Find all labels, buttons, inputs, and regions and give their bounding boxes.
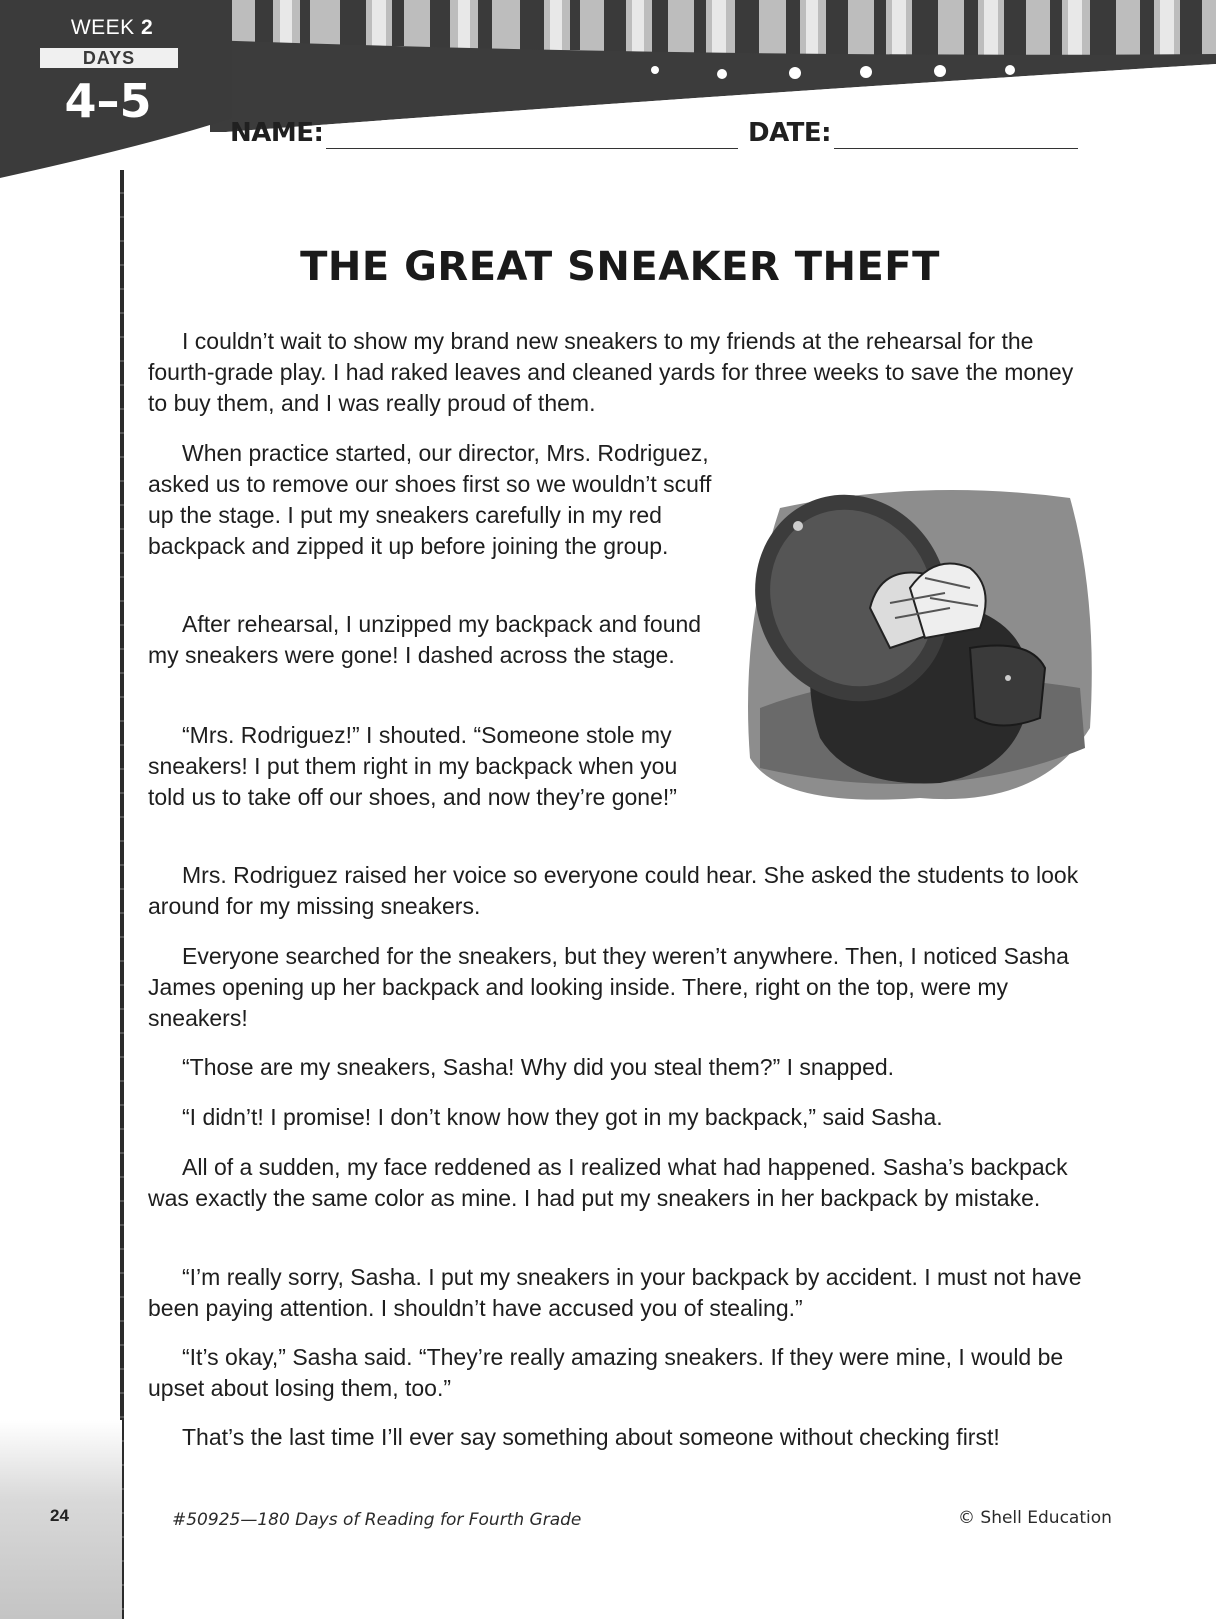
date-label: DATE: bbox=[748, 118, 832, 148]
name-label: NAME: bbox=[230, 118, 324, 148]
story-paragraph-8: “I didn’t! I promise! I don’t know how they got in my backpack,” said Sasha. bbox=[182, 1104, 943, 1130]
page-margin-bar bbox=[120, 170, 124, 1619]
story-paragraph-7: “Those are my sneakers, Sasha! Why did you steal them?” I snapped. bbox=[182, 1054, 895, 1080]
book-reference: #50925—180 Days of Reading for Fourth Grade bbox=[172, 1510, 582, 1530]
page-number: 24 bbox=[50, 1506, 69, 1525]
days-label: DAYS bbox=[40, 48, 178, 68]
story-paragraph-3: After rehearsal, I unzipped my backpack and found my sneakers were gone! I dashed across the stage. bbox=[148, 611, 702, 668]
story-paragraph-9: All of a sudden, my face reddened as I realized what had happened. Sasha’s backpack was exactly the same color as mine. I had put my sneakers in her backpack by mistake. bbox=[148, 1154, 1068, 1211]
story-paragraph-6: Everyone searched for the sneakers, but they weren’t anywhere. Then, I noticed Sasha James opening up her backpack and looking inside. There, right on the top, were my sneakers! bbox=[148, 943, 1069, 1031]
week-label bbox=[62, 16, 162, 40]
story-paragraph-12: That’s the last time I’ll ever say something about someone without checking first! bbox=[182, 1424, 1000, 1450]
date-field[interactable] bbox=[834, 148, 1078, 149]
story-paragraph-5: Mrs. Rodriguez raised her voice so everyone could hear. She asked the students to look around for my missing sneakers. bbox=[148, 862, 1079, 919]
backpack-with-sneakers-icon bbox=[740, 478, 1098, 812]
copyright: © Shell Education bbox=[958, 1508, 1112, 1528]
story-paragraph-11: “It’s okay,” Sasha said. “They’re really amazing sneakers. If they were mine, I would be upset about losing them, too.” bbox=[148, 1344, 1064, 1401]
story-paragraph-1: I couldn’t wait to show my brand new sneakers to my friends at the rehearsal for the fourth-grade play. I had raked leaves and cleaned yards for three weeks to save the money to buy them, and I was really proud of them. bbox=[148, 328, 1074, 416]
story-paragraph-10: “I’m really sorry, Sasha. I put my sneakers in your backpack by accident. I must not have been paying attention. I shouldn’t have accused you of stealing.” bbox=[148, 1264, 1082, 1321]
week-number: 2 bbox=[141, 16, 154, 39]
name-field[interactable] bbox=[326, 148, 738, 149]
story-title: THE GREAT SNEAKER THEFT bbox=[300, 244, 940, 290]
week-word: WEEK bbox=[70, 16, 135, 39]
days-range: 4–5 bbox=[64, 74, 152, 128]
story-paragraph-4: “Mrs. Rodriguez!” I shouted. “Someone stole my sneakers! I put them right in my backpack when you told us to take off our shoes, and now they’re gone!” bbox=[148, 722, 678, 810]
story-paragraph-2: When practice started, our director, Mrs. Rodriguez, asked us to remove our shoes first so we wouldn’t scuff up the stage. I put my sneakers carefully in my red backpack and zipped it up before joining the group. bbox=[148, 440, 712, 559]
